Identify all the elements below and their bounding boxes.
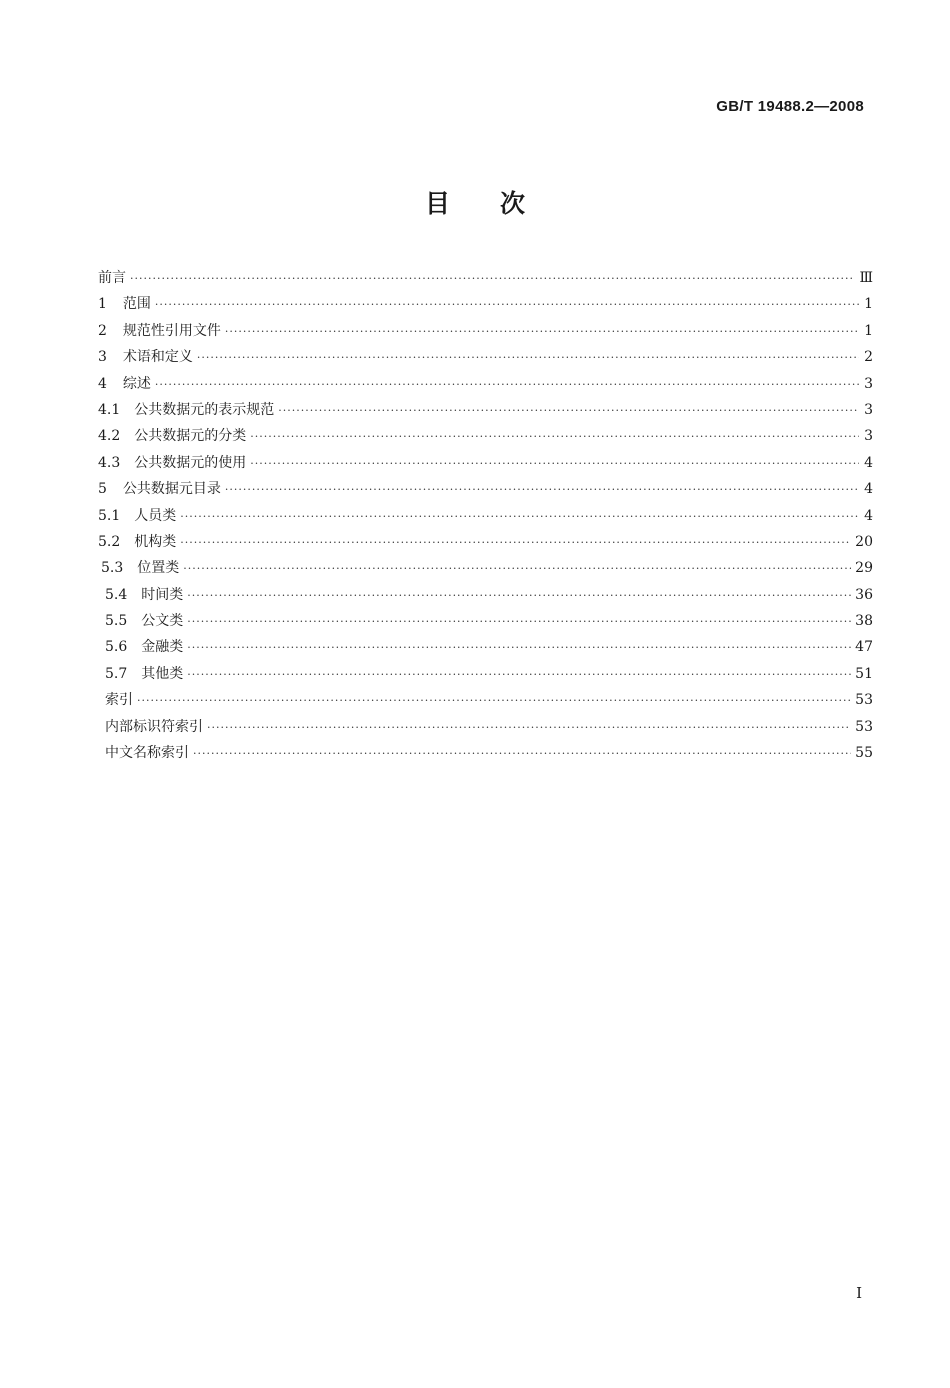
toc-entry-label: 公共数据元的表示规范 (134, 401, 275, 418)
toc-entry-number: 4.2 (98, 428, 121, 445)
toc-entry[interactable] (98, 636, 873, 662)
toc-entry-number: 2 (98, 322, 107, 339)
toc-entry-label: 综述 (122, 375, 151, 392)
toc-entry-label: 中文名称索引 (105, 745, 189, 762)
toc-dot-leader (197, 351, 859, 364)
toc-entry-page: 36 (855, 586, 873, 603)
toc-entry-page: 51 (855, 665, 873, 682)
toc-entry[interactable] (98, 293, 873, 319)
page-title: 目 次 (424, 189, 525, 218)
toc-entry-label: 人员类 (134, 507, 177, 524)
toc-entry[interactable] (98, 320, 873, 346)
toc-entry-label: 范围 (122, 296, 151, 313)
toc-dot-leader (130, 272, 855, 285)
toc-dot-leader (187, 668, 851, 681)
toc-entry[interactable] (98, 452, 873, 478)
toc-entry-page: 4 (864, 481, 873, 498)
toc-entry-number: 5.3 (101, 560, 124, 577)
toc-entry-number: 4 (98, 375, 107, 392)
toc-entry[interactable] (98, 267, 873, 293)
toc-dot-leader (187, 615, 851, 628)
toc-entry[interactable] (98, 505, 873, 531)
toc-entry-label: 公共数据元的分类 (134, 428, 247, 445)
toc-entry-number: 5.4 (105, 586, 128, 603)
toc-entry-label: 索引 (105, 692, 133, 709)
toc-dot-leader (137, 694, 851, 707)
toc-dot-leader (250, 457, 859, 470)
table-of-contents (98, 267, 873, 768)
toc-entry[interactable] (98, 742, 873, 768)
toc-dot-leader (225, 325, 859, 338)
toc-entry[interactable] (98, 557, 873, 583)
toc-entry-page: Ⅲ (859, 270, 873, 286)
toc-entry-label: 机构类 (134, 533, 177, 550)
toc-entry-label: 金融类 (141, 639, 184, 656)
toc-entry[interactable] (98, 584, 873, 610)
toc-dot-leader (155, 378, 859, 391)
toc-entry-number: 5.1 (98, 507, 121, 524)
toc-dot-leader (225, 483, 859, 496)
toc-entry-page: 53 (855, 692, 873, 709)
toc-entry-page: 4 (864, 507, 873, 524)
toc-entry-page: 55 (855, 745, 873, 762)
toc-dot-leader (250, 430, 859, 443)
toc-entry-number: 5 (98, 481, 107, 498)
toc-entry-page: 3 (864, 428, 873, 445)
toc-entry-page: 20 (855, 533, 873, 550)
toc-entry-number: 1 (98, 296, 107, 313)
toc-entry-page: 1 (864, 322, 873, 339)
toc-entry-label: 内部标识符索引 (105, 718, 203, 735)
toc-dot-leader (187, 589, 851, 602)
toc-entry[interactable] (98, 399, 873, 425)
toc-dot-leader (193, 747, 851, 760)
toc-entry-page: 53 (855, 718, 873, 735)
toc-dot-leader (155, 298, 859, 311)
toc-entry[interactable] (98, 716, 873, 742)
toc-entry-page: 47 (855, 639, 873, 656)
toc-entry-label: 公共数据元的使用 (134, 454, 247, 471)
toc-entry[interactable] (98, 531, 873, 557)
page-number: I (856, 1284, 862, 1302)
toc-entry-number: 5.7 (105, 665, 128, 682)
toc-entry-page: 1 (864, 296, 873, 313)
toc-entry-page: 3 (864, 375, 873, 392)
toc-dot-leader (278, 404, 859, 417)
toc-entry-number: 4.1 (98, 401, 121, 418)
toc-entry-label: 前言 (98, 270, 126, 286)
toc-entry-label: 公文类 (141, 613, 184, 630)
toc-dot-leader (187, 641, 851, 654)
toc-entry-label: 规范性引用文件 (122, 322, 221, 339)
toc-entry-page: 2 (864, 349, 873, 366)
toc-entry-number: 5.5 (105, 613, 128, 630)
toc-entry[interactable] (98, 478, 873, 504)
toc-entry[interactable] (98, 346, 873, 372)
toc-dot-leader (183, 562, 851, 575)
toc-entry-page: 29 (855, 560, 873, 577)
toc-entry-label: 其他类 (141, 665, 184, 682)
toc-entry-label: 位置类 (137, 560, 180, 577)
toc-entry-number: 5.2 (98, 533, 121, 550)
toc-entry-label: 公共数据元目录 (122, 481, 221, 498)
toc-entry[interactable] (98, 689, 873, 715)
toc-dot-leader (180, 536, 851, 549)
document-code: GB/T 19488.2—2008 (716, 98, 864, 115)
toc-entry-label: 术语和定义 (122, 349, 193, 366)
toc-dot-leader (207, 721, 851, 734)
toc-entry[interactable] (98, 663, 873, 689)
toc-entry[interactable] (98, 610, 873, 636)
toc-entry-number: 3 (98, 349, 107, 366)
toc-entry[interactable] (98, 373, 873, 399)
toc-entry-page: 38 (855, 613, 873, 630)
toc-dot-leader (180, 510, 859, 523)
toc-entry[interactable] (98, 425, 873, 451)
toc-entry-label: 时间类 (141, 586, 184, 603)
toc-entry-number: 4.3 (98, 454, 121, 471)
toc-entry-page: 4 (864, 454, 873, 471)
toc-entry-number: 5.6 (105, 639, 128, 656)
toc-entry-page: 3 (864, 401, 873, 418)
